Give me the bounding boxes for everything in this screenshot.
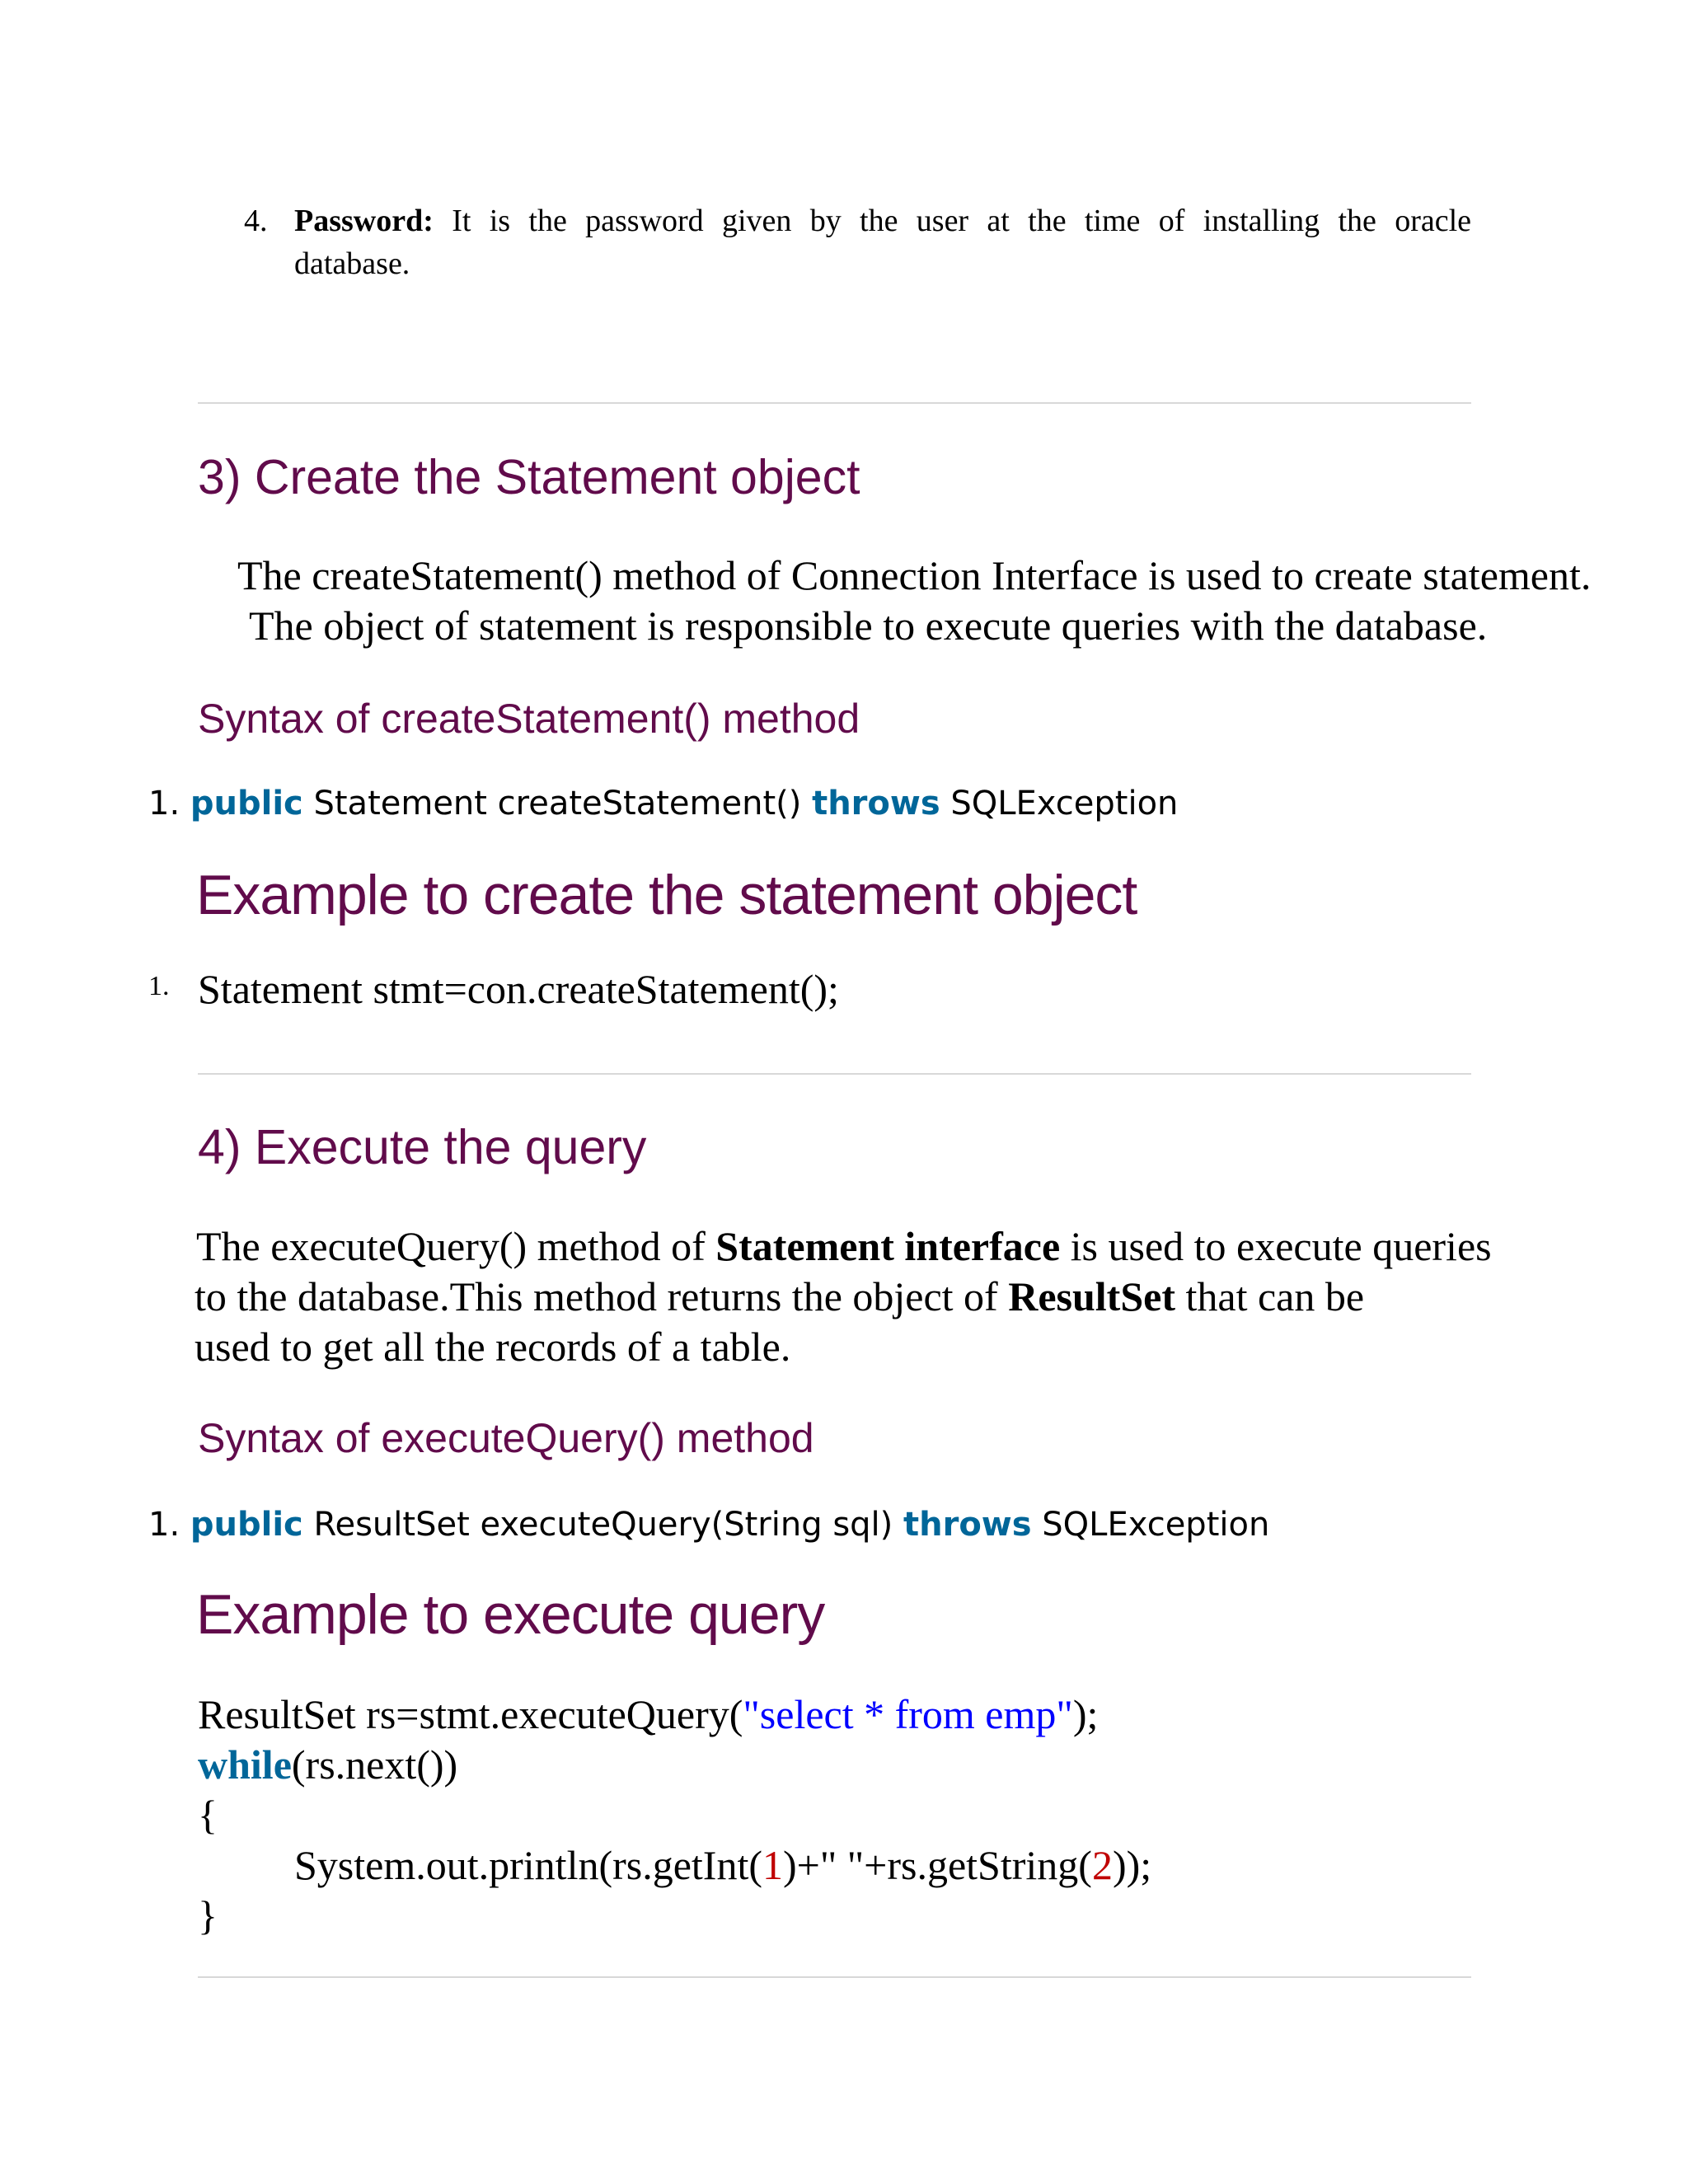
section4-syntax-heading: Syntax of executeQuery() method xyxy=(198,1415,814,1461)
code-line-4 xyxy=(294,1840,1151,1891)
divider xyxy=(198,1073,1471,1075)
code-number: 2 xyxy=(1091,1842,1113,1888)
section4-paragraph-line1 xyxy=(196,1221,1492,1272)
section3-syntax-heading: Syntax of createStatement() method xyxy=(198,696,860,742)
code-line-2 xyxy=(198,1740,457,1790)
code-segment: ); xyxy=(1072,1691,1099,1737)
code-line-3: { xyxy=(198,1792,218,1838)
section4-syntax-code xyxy=(148,1506,1269,1544)
section4-paragraph-line3: used to get all the records of a table. xyxy=(195,1324,791,1370)
code-segment: ResultSet rs=stmt.executeQuery( xyxy=(198,1691,743,1737)
syntax-signature: ResultSet executeQuery(String sql) xyxy=(302,1506,903,1544)
syntax-exception: SQLException xyxy=(1031,1506,1270,1544)
code-segment: )); xyxy=(1112,1842,1152,1888)
code-segment: (rs.next()) xyxy=(291,1741,458,1788)
section3-paragraph-line2: The object of statement is responsible to execute queries with the database. xyxy=(249,602,1488,649)
section3-syntax-code xyxy=(148,785,1178,823)
text-segment: is used to execute queries xyxy=(1060,1223,1492,1269)
keyword-while: while xyxy=(198,1741,292,1788)
section3-example-heading: Example to create the statement object xyxy=(196,864,1137,926)
divider xyxy=(198,1976,1471,1978)
section3-paragraph-line1: The createStatement() method of Connection Interface is used to create statement. xyxy=(237,552,1592,598)
code-segment: System.out.println(rs.getInt( xyxy=(294,1842,762,1888)
password-description: It is the password given by the user at the time of installing the oracle xyxy=(452,204,1472,238)
section3-heading: 3) Create the Statement object xyxy=(198,450,860,504)
section4-heading: 4) Execute the query xyxy=(198,1120,647,1174)
text-segment: The executeQuery() method of xyxy=(196,1223,716,1269)
line-number: 1. xyxy=(148,971,170,1001)
section4-paragraph-line2 xyxy=(195,1272,1364,1322)
keyword-throws: throws xyxy=(903,1506,1032,1544)
bold-segment: ResultSet xyxy=(1008,1273,1175,1319)
bold-segment: Statement interface xyxy=(715,1223,1061,1269)
code-string: "select * from emp" xyxy=(743,1691,1073,1737)
password-item-line1 xyxy=(294,199,1471,242)
text-segment: to the database.This method returns the object of xyxy=(195,1273,1009,1319)
line-number: 1. xyxy=(148,785,181,823)
divider xyxy=(198,402,1471,404)
line-number: 1. xyxy=(148,1506,181,1544)
list-number: 4. xyxy=(244,204,268,238)
password-term: Password: xyxy=(294,204,434,238)
section3-example-code: Statement stmt=con.createStatement(); xyxy=(198,966,839,1012)
code-line-1 xyxy=(198,1690,1098,1740)
code-segment: )+" "+rs.getString( xyxy=(783,1842,1092,1888)
code-number: 1 xyxy=(762,1842,783,1888)
password-item-line2: database. xyxy=(294,246,410,281)
keyword-public: public xyxy=(190,1506,303,1544)
code-line-5: } xyxy=(198,1892,218,1938)
section4-example-heading: Example to execute query xyxy=(196,1583,825,1646)
syntax-signature: Statement createStatement() xyxy=(302,785,813,823)
keyword-public: public xyxy=(190,785,303,823)
keyword-throws: throws xyxy=(812,785,940,823)
text-segment: that can be xyxy=(1175,1273,1365,1319)
syntax-exception: SQLException xyxy=(940,785,1179,823)
